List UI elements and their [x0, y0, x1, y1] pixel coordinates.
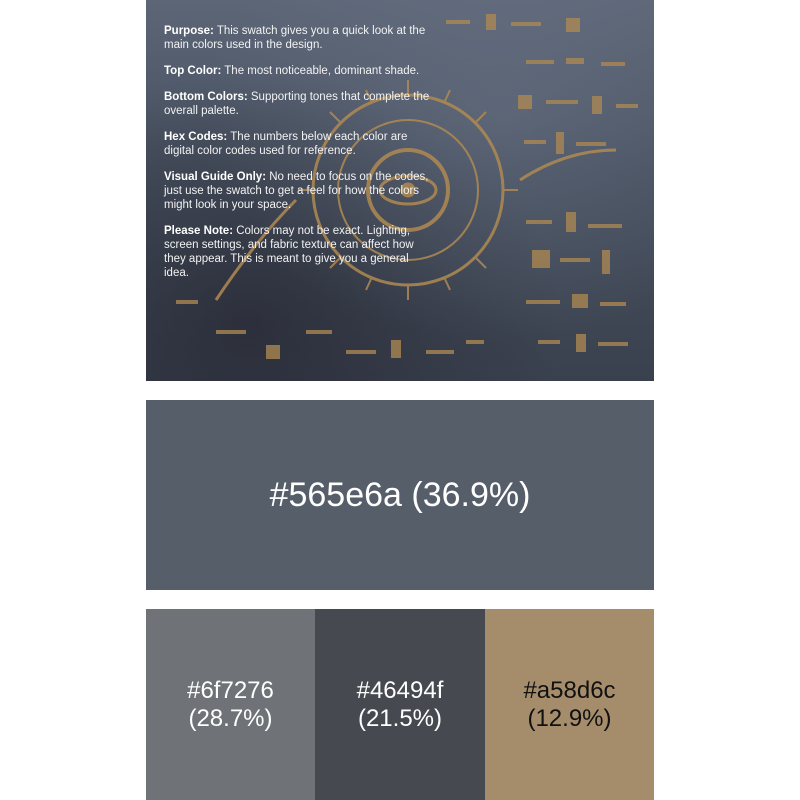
swatch-hex: #6f7276: [187, 676, 274, 704]
swatch-hex: #46494f: [356, 676, 444, 704]
info-please-note: Please Note: Colors may not be exact. Lighting, screen settings, and fabric texture can affect how they appear. This is meant to give you a general idea.: [164, 225, 414, 279]
top-color-swatch: [146, 400, 654, 590]
swatch-percent: (28.7%): [188, 704, 273, 732]
bottom-color-swatch-2: [315, 609, 485, 800]
info-hex-codes: Hex Codes: The numbers below each color are digital color codes used for reference.: [164, 131, 408, 157]
swatch-percent: (12.9%): [527, 704, 612, 732]
info-visual-guide: Visual Guide Only: No need to focus on the codes, just use the swatch to get a feel for how the colors might look in your space.: [164, 171, 429, 211]
bottom-color-swatch-3: [485, 609, 654, 800]
info-top-color: Top Color: The most noticeable, dominant shade.: [164, 65, 420, 77]
bottom-color-swatch-1: [146, 609, 315, 800]
swatch-percent: (21.5%): [357, 704, 443, 732]
swatch-hex: #a58d6c: [523, 676, 616, 704]
info-bottom-colors: Bottom Colors: Supporting tones that complete the overall palette.: [164, 91, 430, 117]
swatch-info-text: [164, 24, 434, 292]
rug-preview-image: [146, 0, 654, 381]
top-color-label: #565e6a (36.9%): [269, 475, 531, 514]
info-purpose: Purpose: This swatch gives you a quick look at the main colors used in the design.: [164, 25, 426, 51]
